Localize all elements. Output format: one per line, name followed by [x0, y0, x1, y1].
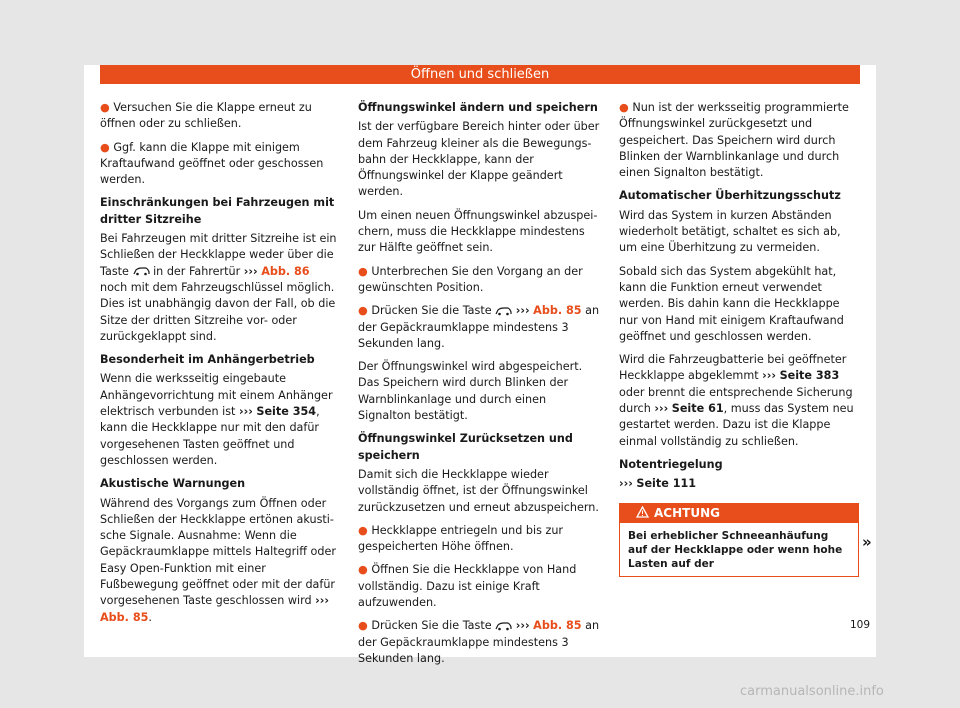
page-link[interactable]: Seite 111: [636, 477, 697, 491]
warning-header: ACHTUNG: [620, 504, 858, 523]
continue-mark: »: [862, 533, 872, 551]
page-link[interactable]: Seite 354: [256, 405, 317, 419]
heading-reset: Öffnungswinkel Zurücksetzen und speichern: [358, 432, 573, 462]
bullet-icon: ●: [358, 264, 368, 278]
column-3: [619, 100, 860, 577]
page-link[interactable]: Seite 61: [671, 402, 724, 416]
warning-text: Bei erheblicher Schneeanhäufung auf der Heckklappe oder wenn hohe Lasten auf der: [628, 529, 843, 570]
heading-third-row: Einschränkungen bei Fahrzeugen mit dritter Sitzreihe: [100, 196, 335, 226]
tailgate-button-icon: [495, 622, 512, 631]
page-number: 109: [850, 619, 871, 631]
bullet-item: ● Versuchen Sie die Klappe erneut zu öffnen oder zu schließen.: [100, 101, 312, 131]
tailgate-button-icon: [495, 307, 512, 316]
page-link[interactable]: Seite 383: [779, 369, 840, 383]
heading-acoustic: Akustische Warnungen: [100, 477, 246, 491]
paragraph: Um einen neuen Öffnungswinkel abzuspeichern, muss die Heckklappe mindestens zur Hälfte geöffnet sein.: [358, 208, 598, 255]
heading-emergency: Notentriegelung: [619, 457, 723, 471]
paragraph: Sobald sich das System abgekühlt hat, kann die Funktion erneut verwendet werden. Bis dahin kann die Heckklappe nur von Hand mit einigem Kraftaufwand geöffnet und geschlossen werden.: [619, 264, 844, 343]
bullet-icon: ●: [358, 563, 368, 577]
paragraph: Der Öffnungswinkel wird abgespeichert. Das Speichern wird durch Blinken der Warnblinkanlage und durch einen Signalton bestätigt.: [358, 360, 583, 423]
tailgate-button-icon: [133, 267, 150, 276]
heading-trailer: Besonderheit im Anhängerbetrieb: [100, 353, 315, 367]
bullet-icon: ●: [358, 523, 368, 537]
bullet-icon: ●: [358, 619, 368, 633]
paragraph: Wird die Fahrzeugbatterie bei geöffneter Heckklappe abgeklemmt ››› Seite 383 oder brennt die entsprechende Sicherung durch ››› Seite 61, muss das System neu gestartet werden. Dazu ist die Klappe einmal vollständig zu schließen.: [619, 353, 854, 448]
warning-triangle-icon: [636, 506, 649, 518]
figure-link[interactable]: Abb. 85: [533, 619, 582, 633]
paragraph: Wenn die werksseitig eingebaute Anhängevorrichtung mit einem Anhänger elektrisch verbunden ist ››› Seite 354, kann die Heckklappe nur mit den dafür vorgesehenen Tasten geöffnet und geschlossen werden.: [100, 372, 333, 467]
bullet-icon: ●: [358, 304, 368, 318]
bullet-item: ● Öffnen Sie die Heckklappe von Hand vollständig. Dazu ist einige Kraft aufzuwenden.: [358, 563, 577, 610]
bullet-item: ● Unterbrechen Sie den Vorgang an der gewünschten Position.: [358, 264, 583, 294]
column-1: [100, 100, 338, 633]
bullet-icon: ●: [619, 101, 629, 114]
column-2: [358, 100, 602, 674]
bullet-item: ● Heckklappe entriegeln und bis zur gespeicherten Höhe öffnen.: [358, 523, 564, 554]
warning-box: [619, 503, 859, 577]
bullet-item: ● Drücken Sie die Taste ››› Abb. 85 an der Gepäckraumklappe mindestens 3 Sekunden lang.: [358, 619, 600, 665]
section-header: Öffnen und schließen: [100, 65, 860, 84]
bullet-item: ● Drücken Sie die Taste ››› Abb. 85 an der Gepäckraumklappe mindestens 3 Sekunden lang.: [358, 304, 600, 350]
figure-link[interactable]: Abb. 86: [261, 264, 310, 278]
heading-overheat: Automatischer Überhitzungsschutz: [619, 189, 841, 203]
bullet-icon: ●: [100, 101, 110, 114]
paragraph: Damit sich die Heckklappe wieder vollständig öffnet, ist der Öffnungswinkel zurückzusetzen und erneut abzuspeichern.: [358, 467, 599, 514]
bullet-item: ● Nun ist der werksseitig programmierte Öffnungswinkel zurückgesetzt und gespeichert. Das Speichern wird durch Blinken der Warnblinkanlage und durch einen Signalton bestätigt.: [619, 101, 849, 180]
bullet-item: ● Ggf. kann die Klappe mit einigem Kraftaufwand geöffnet oder geschossen werden.: [100, 140, 324, 187]
paragraph: Wird das System in kurzen Abständen wiederholt betätigt, schaltet es sich ab, um eine Überhitzung zu vermeiden.: [619, 208, 841, 255]
figure-link[interactable]: Abb. 85: [533, 304, 582, 318]
paragraph: Bei Fahrzeugen mit dritter Sitzreihe ist ein Schließen der Heckklappe weder über die Taste in der Fahrertür ››› Abb. 86 noch mit dem Fahrzeugschlüssel möglich. Dies ist unabhängig davon der Fall, ob die Sitze der dritten Sitzreihe vor- oder zurückgeklappt sind.: [100, 232, 337, 343]
watermark: carmanualsonline.info: [740, 684, 884, 699]
paragraph: Ist der verfügbare Bereich hinter oder über dem Fahrzeug kleiner als die Bewegungsbahn der Heckklappe, kann der Öffnungswinkel der Klappe geändert werden.: [358, 120, 600, 199]
heading-angle: Öffnungswinkel ändern und speichern: [358, 101, 598, 114]
figure-link[interactable]: Abb. 85: [100, 610, 149, 624]
paragraph: ››› Seite 111: [619, 477, 697, 491]
bullet-icon: ●: [100, 140, 110, 154]
paragraph: Während des Vorgangs zum Öffnen oder Schließen der Heckklappe ertönen akustische Signale. Ausnahme: Wenn die Gepäckraumklappe mittels Haltegriff oder Easy Open-Funktion mit einer Fußbewegung geöffnet oder mit der dafür vorgesehenen Taste geschlossen wird ››› Abb. 85.: [100, 496, 336, 624]
